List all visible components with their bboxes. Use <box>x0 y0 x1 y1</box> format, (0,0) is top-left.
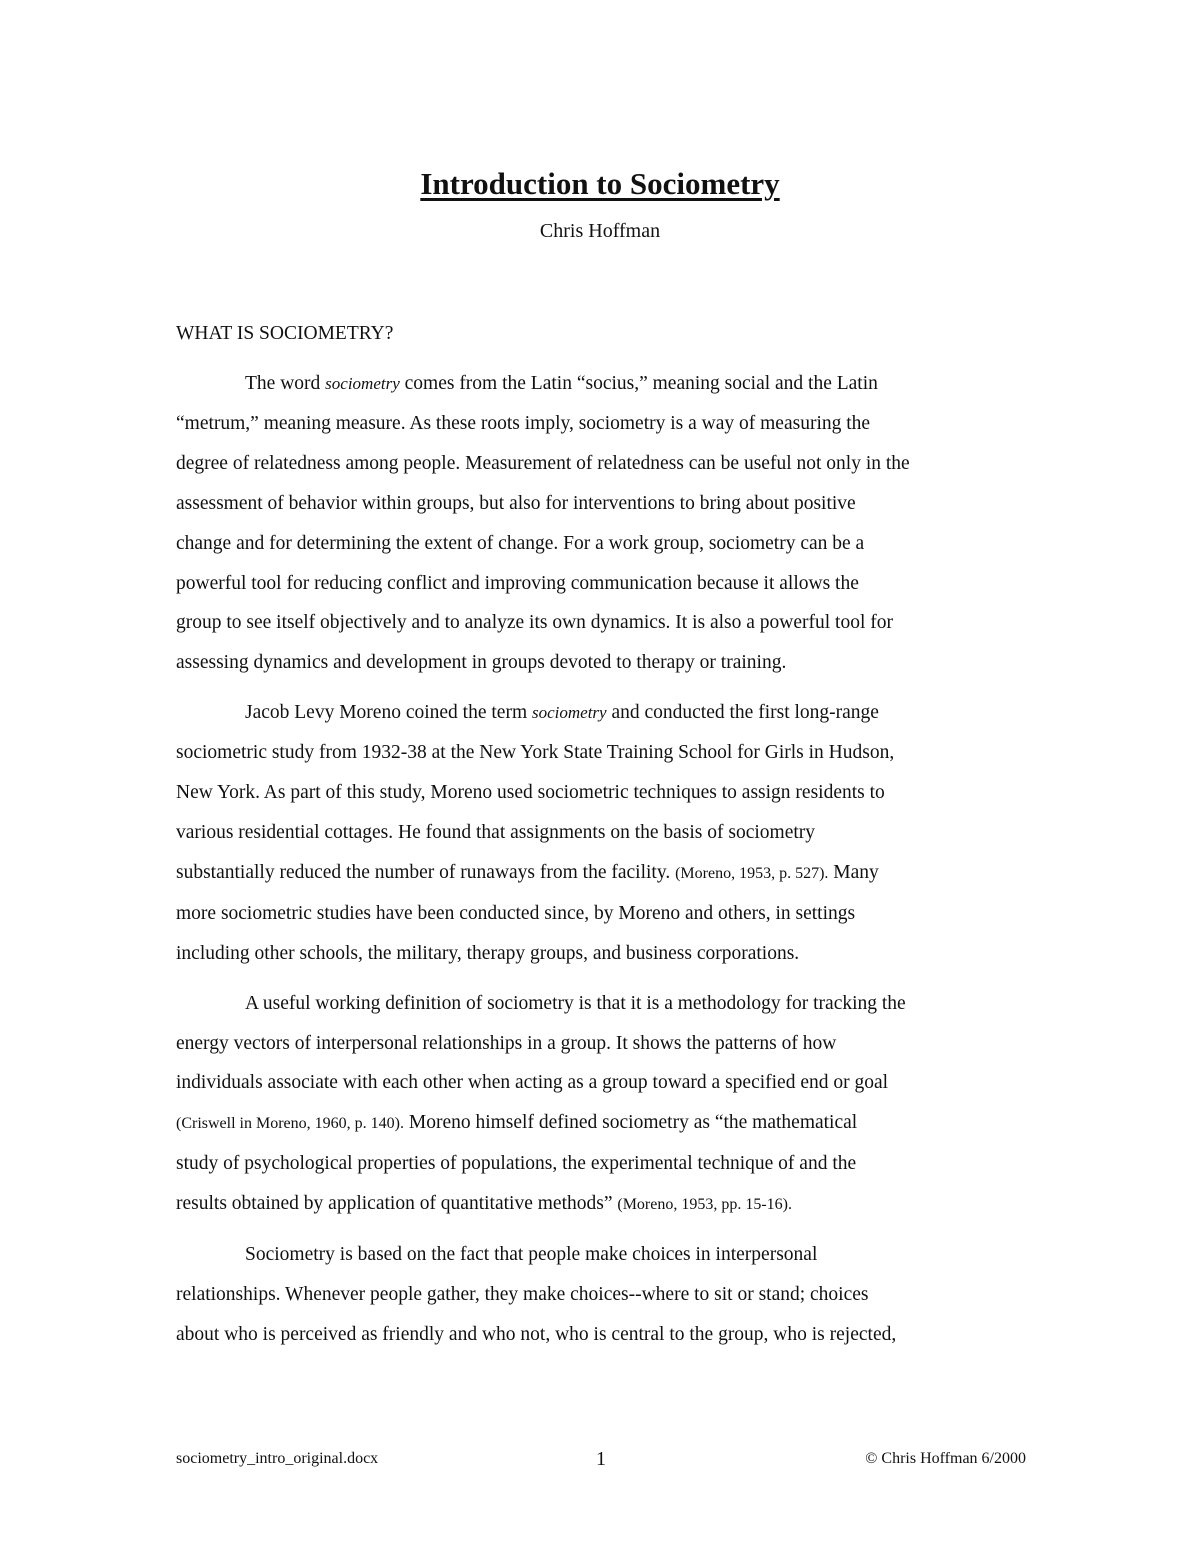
paragraph-line: including other schools, the military, therapy groups, and business corporations. <box>176 942 800 964</box>
paragraph-4 <box>176 1235 1026 1355</box>
italic-term: sociometry <box>325 374 400 393</box>
paragraph-line: change and for determining the extent of change. For a work group, sociometry can be a <box>176 532 865 554</box>
citation: (Moreno, 1953, p. 527). <box>675 864 829 882</box>
paragraph-line: The word sociometry comes from the Latin “socius,” meaning social and the Latin <box>245 373 878 394</box>
page-footer <box>176 1444 1026 1474</box>
paragraph-line: energy vectors of interpersonal relationships in a group. It shows the patterns of how <box>176 1032 837 1054</box>
paragraph-line: Sociometry is based on the fact that people make choices in interpersonal <box>245 1244 818 1266</box>
paragraph-line: about who is perceived as friendly and who not, who is central to the group, who is rejected, <box>176 1323 897 1345</box>
italic-term: sociometry <box>532 703 607 723</box>
paragraph-line: relationships. Whenever people gather, they make choices--where to sit or stand; choices <box>176 1283 869 1305</box>
paragraph-1 <box>176 364 1026 683</box>
footer-filename: sociometry_intro_original.docx <box>176 1450 379 1467</box>
paragraph-line: various residential cottages. He found that assignments on the basis of sociometry <box>176 821 816 843</box>
paragraph-line: results obtained by application of quantitative methods” (Moreno, 1953, pp. 15-16). <box>176 1193 792 1215</box>
paragraph-line: assessing dynamics and development in groups devoted to therapy or training. <box>176 652 787 674</box>
paragraph-line: sociometric study from 1932-38 at the New York State Training School for Girls in Hudson, <box>176 742 895 764</box>
paragraph-line: substantially reduced the number of runaways from the facility. (Moreno, 1953, p. 527). Many <box>176 861 879 883</box>
paragraph-line: study of psychological properties of populations, the experimental technique of and the <box>176 1153 857 1175</box>
footer-page-number: 1 <box>596 1448 606 1470</box>
citation: (Criswell in Moreno, 1960, p. 140). <box>176 1115 404 1133</box>
paragraph-line: New York. As part of this study, Moreno used sociometric techniques to assign residents to <box>176 782 885 804</box>
paragraph-line: individuals associate with each other when acting as a group toward a specified end or goal <box>176 1072 889 1094</box>
footer-copyright: © Chris Hoffman 6/2000 <box>865 1450 1026 1467</box>
paragraph-line: group to see itself objectively and to analyze its own dynamics. It is also a powerful tool for <box>176 612 893 634</box>
paragraph-line: more sociometric studies have been conducted since, by Moreno and others, in settings <box>176 902 856 924</box>
document-author: Chris Hoffman <box>539 220 661 242</box>
paragraph-line: A useful working definition of sociometry is that it is a methodology for tracking the <box>245 992 906 1014</box>
paragraph-line: “metrum,” meaning measure. As these roots imply, sociometry is a way of measuring the <box>176 412 871 434</box>
paragraph-line: (Criswell in Moreno, 1960, p. 140). Moreno himself defined sociometry as “the mathematical <box>176 1112 858 1134</box>
paragraph-line: Jacob Levy Moreno coined the term sociometry and conducted the first long-range <box>245 702 879 724</box>
paragraph-3 <box>176 984 1026 1225</box>
document-title: Introduction to Sociometry <box>420 166 780 201</box>
body-text <box>176 364 1026 1365</box>
paragraph-2 <box>176 693 1026 973</box>
paragraph-line: degree of relatedness among people. Measurement of relatedness can be useful not only in the <box>176 452 910 474</box>
paragraph-line: powerful tool for reducing conflict and improving communication because it allows the <box>176 572 859 594</box>
citation: (Moreno, 1953, pp. 15-16). <box>617 1196 792 1214</box>
paragraph-line: assessment of behavior within groups, but also for interventions to bring about positive <box>176 492 856 514</box>
section-heading: WHAT IS SOCIOMETRY? <box>176 323 394 344</box>
